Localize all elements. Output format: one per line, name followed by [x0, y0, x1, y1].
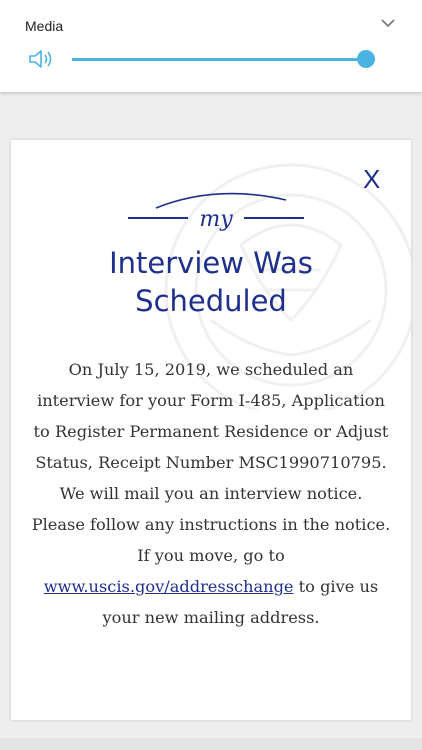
- volume-slider-thumb[interactable]: [357, 50, 375, 68]
- notice-body: [31, 354, 391, 633]
- svg-text:my: my: [199, 207, 233, 232]
- volume-slider-fill: [72, 58, 366, 61]
- interview-notice-card: [11, 140, 411, 720]
- speaker-icon[interactable]: [28, 48, 54, 70]
- volume-slider-track[interactable]: [72, 58, 366, 61]
- media-volume-panel: [0, 0, 422, 92]
- close-button[interactable]: X: [363, 164, 381, 194]
- bottom-edge: [0, 738, 422, 750]
- address-change-link[interactable]: www.uscis.gov/addresschange: [43, 577, 294, 596]
- title-line-2: Scheduled: [135, 284, 287, 318]
- page-title: [11, 244, 411, 320]
- notice-text: On July 15, 2019, we scheduled an interview for your Form I-485, Application to Register Permanent Residence or Adjust Status, Receipt Number MSC1990710795. We will mail you an interview notice. Please follow any instructions in the notice. If you move, go to: [31, 360, 391, 565]
- title-line-1: Interview Was: [109, 246, 313, 280]
- my-uscis-logo: [126, 188, 306, 244]
- chevron-down-icon[interactable]: [380, 16, 396, 30]
- media-label: Media: [25, 18, 64, 34]
- notice-text-end: to give us your new mailing address.: [102, 577, 379, 627]
